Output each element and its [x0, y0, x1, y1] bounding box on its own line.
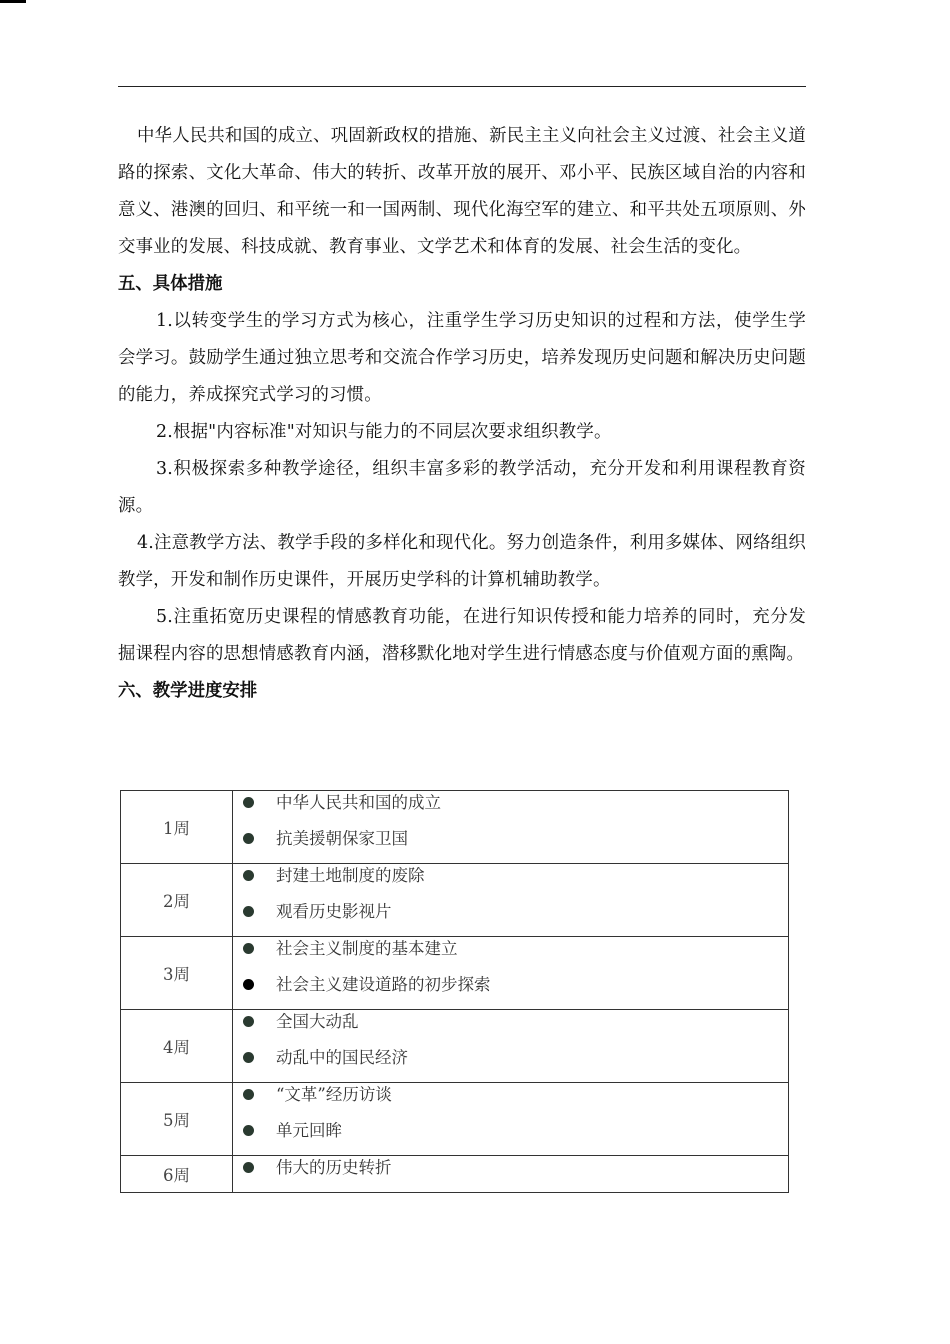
list-item: “文革”经历访谈 — [233, 1083, 788, 1119]
intro-paragraph: 中华人民共和国的成立、巩固新政权的措施、新民主主义向社会主义过渡、社会主义道路的探索、文化大革命、伟大的转折、改革开放的展开、邓小平、民族区域自治的内容和意义、港澳的回归、和平统一和一国两制、现代化海空军的建立、和平共处五项原则、外交事业的发展、科技成就、教育事业、文学艺术和体育的发展、社会生活的变化。 — [118, 126, 806, 257]
bullet-icon — [243, 870, 254, 881]
document-body — [118, 118, 806, 710]
corner-mark — [0, 0, 26, 3]
section-heading-schedule: 六、教学进度安排 — [118, 681, 258, 701]
topics-cell — [233, 1156, 789, 1193]
table-row — [121, 1083, 789, 1156]
topics-cell — [233, 864, 789, 937]
week-cell: 4周 — [121, 1010, 233, 1083]
list-item: 封建土地制度的废除 — [233, 864, 788, 900]
bullet-icon — [243, 906, 254, 917]
list-item: 社会主义制度的基本建立 — [233, 937, 788, 973]
topics-cell — [233, 1083, 789, 1156]
measure-item-2: 2.根据"内容标准"对知识与能力的不同层次要求组织教学。 — [156, 422, 612, 442]
measure-item-3: 3.积极探索多种教学途径，组织丰富多彩的教学活动，充分开发和利用课程教育资源。 — [118, 459, 806, 516]
bullet-icon — [243, 1162, 254, 1173]
bullet-icon — [243, 1052, 254, 1063]
measure-item-4: 4.注意教学方法、教学手段的多样化和现代化。努力创造条件，利用多媒体、网络组织教学，开发和制作历史课件，开展历史学科的计算机辅助教学。 — [118, 533, 806, 590]
section-heading-measures: 五、具体措施 — [118, 274, 223, 294]
bullet-icon — [243, 943, 254, 954]
schedule-table — [120, 790, 789, 1193]
list-item: 抗美援朝保家卫国 — [233, 827, 788, 863]
bullet-icon — [243, 797, 254, 808]
bullet-icon — [243, 1125, 254, 1136]
table-row — [121, 1156, 789, 1193]
topics-cell — [233, 791, 789, 864]
week-cell: 5周 — [121, 1083, 233, 1156]
measure-item-1: 1.以转变学生的学习方式为核心，注重学生学习历史知识的过程和方法，使学生学会学习。鼓励学生通过独立思考和交流合作学习历史，培养发现历史问题和解决历史问题的能力，养成探究式学习的习惯。 — [118, 311, 806, 405]
topics-cell — [233, 937, 789, 1010]
bullet-icon — [243, 1016, 254, 1027]
list-item: 社会主义建设道路的初步探索 — [233, 973, 788, 1009]
bullet-icon — [243, 979, 254, 990]
week-cell: 3周 — [121, 937, 233, 1010]
list-item: 观看历史影视片 — [233, 900, 788, 936]
table-row — [121, 864, 789, 937]
table-row — [121, 937, 789, 1010]
bullet-icon — [243, 833, 254, 844]
topics-cell — [233, 1010, 789, 1083]
week-cell: 2周 — [121, 864, 233, 937]
week-cell: 1周 — [121, 791, 233, 864]
measure-item-5: 5.注重拓宽历史课程的情感教育功能，在进行知识传授和能力培养的同时，充分发掘课程内容的思想情感教育内涵，潜移默化地对学生进行情感态度与价值观方面的熏陶。 — [118, 607, 806, 664]
list-item: 伟大的历史转折 — [233, 1156, 788, 1192]
bullet-icon — [243, 1089, 254, 1100]
header-rule — [118, 86, 806, 87]
table-row — [121, 1010, 789, 1083]
list-item: 中华人民共和国的成立 — [233, 791, 788, 827]
list-item: 动乱中的国民经济 — [233, 1046, 788, 1082]
table-row — [121, 791, 789, 864]
list-item: 单元回眸 — [233, 1119, 788, 1155]
week-cell: 6周 — [121, 1156, 233, 1193]
list-item: 全国大动乱 — [233, 1010, 788, 1046]
